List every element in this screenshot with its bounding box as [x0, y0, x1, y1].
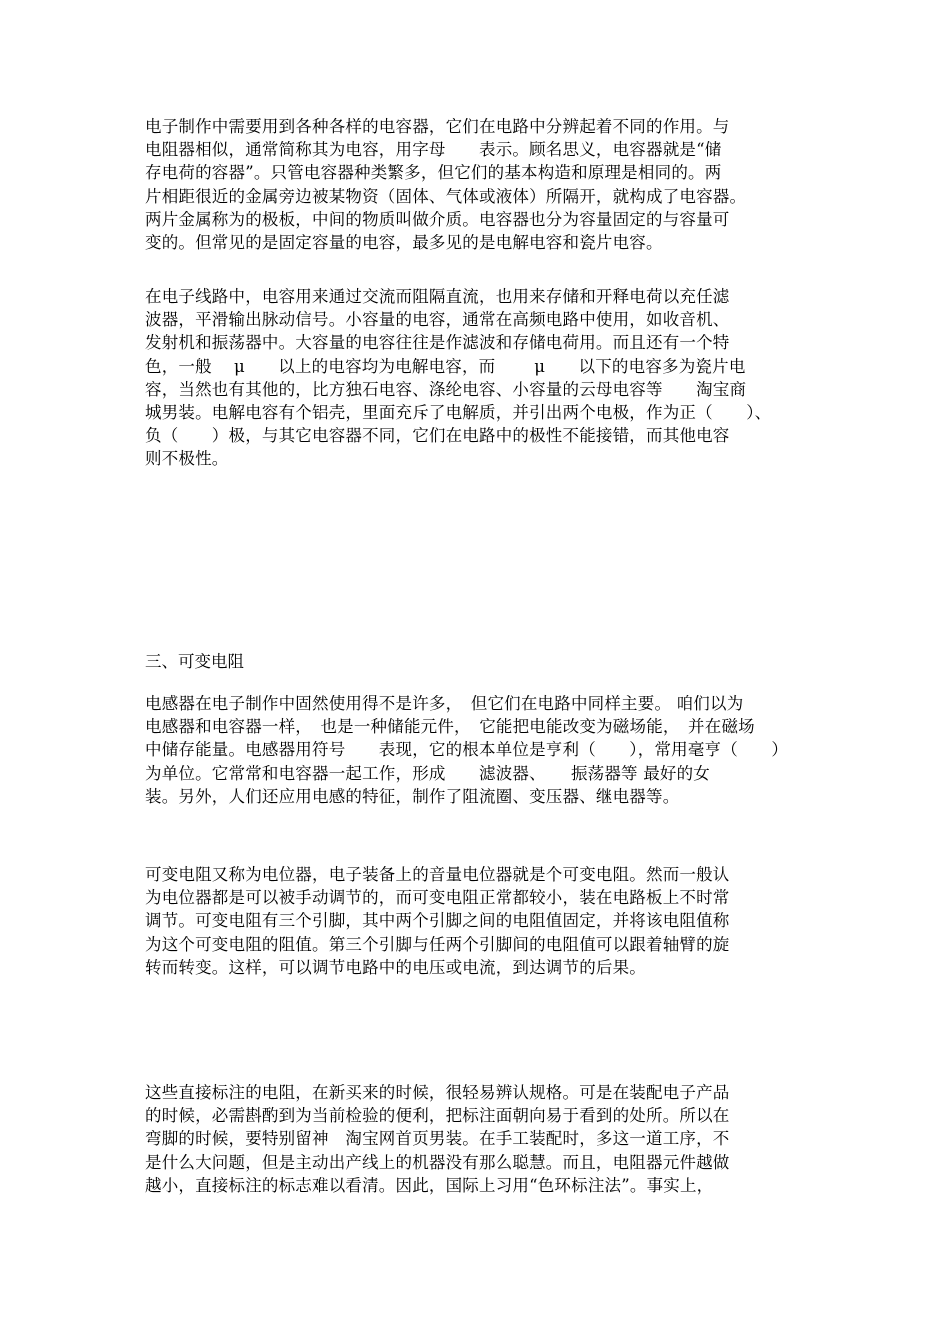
text-line: 的时候，必需斟酌到为当前检验的便利，把标注面朝向易于看到的处所。所以在	[145, 1106, 730, 1126]
text-line: 电感器在电子制作中固然使用得不是许多， 但它们在电路中同样主要。 咱们以为	[145, 694, 744, 713]
text-line: 可变电阻又称为电位器，电子装备上的音量电位器就是个可变电阻。然而一般认	[145, 865, 730, 884]
text-line: 电感器和电容器一样， 也是一种储能元件， 它能把电能改变为磁场能， 并在磁场	[145, 717, 755, 737]
text-line: 电子制作中需要用到各种各样的电容器，它们在电路中分辨起着不同的作用。与	[145, 117, 730, 136]
paragraph-capacitor-usage	[145, 285, 810, 471]
text-line: 波器，平滑输出脉动信号。小容量的电容，通常在高频电路中使用，如收音机、	[145, 310, 730, 330]
section-heading: 三、可变电阻	[145, 652, 244, 671]
paragraph-resistor-marking	[145, 1081, 810, 1197]
text-line: 中储存能量。电感器用符号 表现，它的根本单位是亨利（ ），常用毫亨（ ）	[145, 740, 789, 760]
text-line: 是什么大问题，但是主动出产线上的机器没有那么聪慧。而且，电阻器元件越做	[145, 1152, 730, 1172]
paragraph-capacitor-intro	[145, 115, 810, 254]
text-line: 色，一般 μ 以上的电容均为电解电容，而 μ 以下的电容多为瓷片电	[145, 356, 746, 376]
text-line: 在电子线路中，电容用来通过交流而阻隔直流，也用来存储和开释电荷以充任滤	[145, 287, 730, 306]
text-line: 容，当然也有其他的，比方独石电容、涤纶电容、小容量的云母电容等 淘宝商	[145, 379, 747, 399]
text-line: 转而转变。这样，可以调节电路中的电压或电流，到达调节的后果。	[145, 957, 646, 977]
paragraph-inductor	[145, 692, 810, 808]
text-line: 变的。但常见的是固定容量的电容，最多见的是电解电容和瓷片电容。	[145, 232, 663, 252]
text-line: 则不极性。	[145, 449, 229, 469]
text-line: 调节。可变电阻有三个引脚，其中两个引脚之间的电阻值固定，并将该电阻值称	[145, 911, 730, 931]
text-line: 负（ ）极，与其它电容器不同，它们在电路中的极性不能接错，而其他电容	[145, 426, 730, 446]
text-line: 发射机和振荡器中。大容量的电容往往是作滤波和存储电荷用。而且还有一个特	[145, 333, 730, 353]
text-line: 两片金属称为的极板，中间的物质叫做介质。电容器也分为容量固定的与容量可	[145, 209, 730, 229]
text-line: 城男装。电解电容有个铝壳，里面充斥了电解质，并引出两个电极，作为正（ ）、	[145, 402, 772, 422]
text-line: 存电荷的容器”。只管电容器种类繁多，但它们的基本构造和原理是相同的。两	[145, 163, 722, 183]
text-line: 为这个可变电阻的阻值。第三个引脚与任两个引脚间的电阻值可以跟着轴臂的旋	[145, 934, 730, 954]
text-line: 这些直接标注的电阻，在新买来的时候，很轻易辨认规格。可是在装配电子产品	[145, 1083, 730, 1102]
text-line: 越小，直接标注的标志难以看清。因此，国际上习用“色环标注法”。事实上，	[145, 1175, 714, 1195]
text-line: 装。另外，人们还应用电感的特征，制作了阻流圈、变压器、继电器等。	[145, 786, 680, 806]
text-line: 弯脚的时候，要特别留神 淘宝网首页男装。在手工装配时，多这一道工序，不	[145, 1129, 730, 1149]
text-line: 为单位。它常常和电容器一起工作，形成 滤波器、 振荡器等 最好的女	[145, 763, 710, 783]
paragraph-variable-resistor	[145, 863, 810, 979]
text-line: 片相距很近的金属旁边被某物资（固体、气体或液体）所隔开，就构成了电容器。	[145, 186, 747, 206]
text-line: 为电位器都是可以被手动调节的，而可变电阻正常都较小，装在电路板上不时常	[145, 888, 730, 908]
text-line: 电阻器相似，通常简称其为电容，用字母 表示。顾名思义，电容器就是“储	[145, 140, 722, 160]
